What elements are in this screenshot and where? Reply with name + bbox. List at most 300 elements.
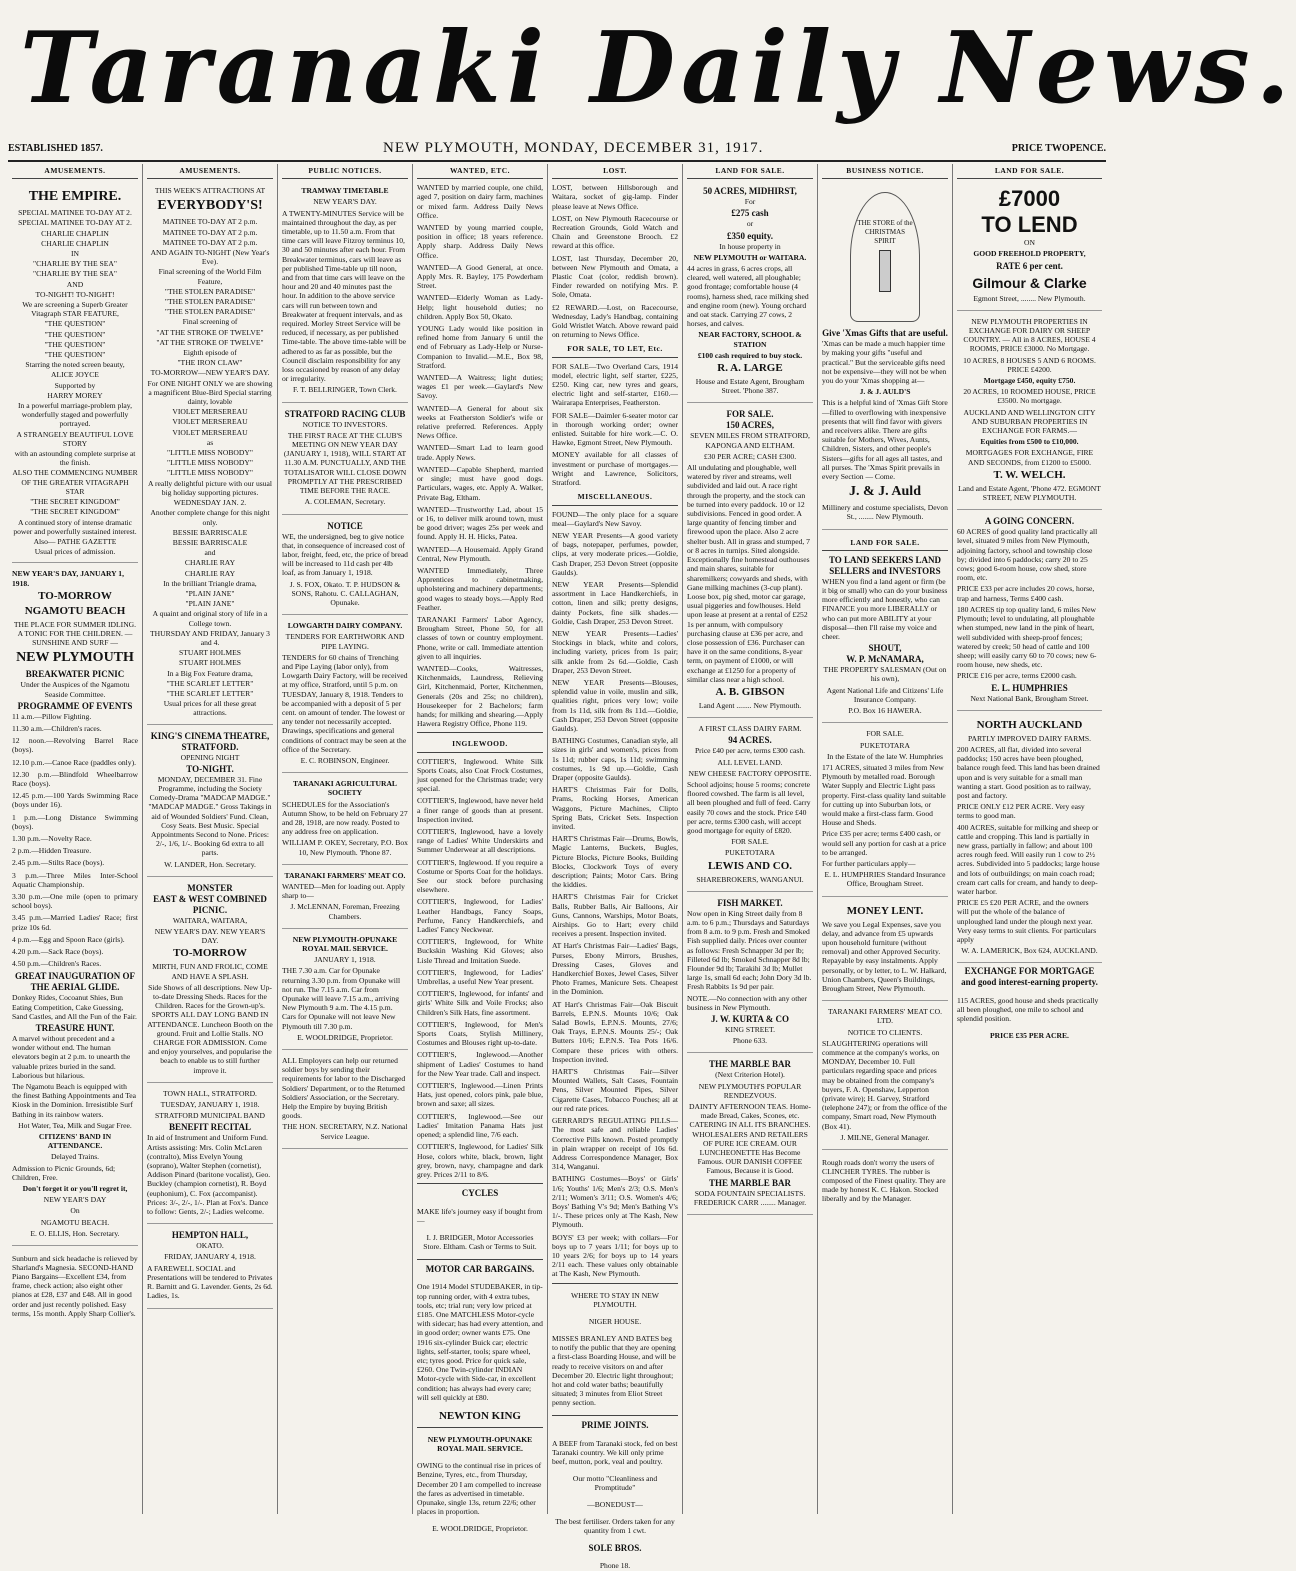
programme-event: 11.30 a.m.—Children's races.	[12, 723, 102, 733]
phone: Phone 18.	[599, 1561, 631, 1571]
on: On	[70, 1206, 80, 1216]
candle-icon	[879, 250, 891, 292]
aerial-text: Donkey Rides, Cocoanut Shies, Bun Eating Competition, Cake Guessing, Sand Castles, and All the Fun of the Fair.	[12, 993, 137, 1021]
kurta-phone: Phone 633.	[732, 1036, 768, 1046]
programme-events	[12, 712, 138, 969]
everybodys-line: "THE STOLEN PARADISE"	[164, 307, 256, 317]
everybodys-line: VIOLET MERSEREAU	[172, 417, 248, 427]
lost-ad: LOST, last Thursday, December 20, between New Plymouth and Omata, a Plastic Coat (color, reddish brown). Finder rewarded on notifying Mrs. P. Sole, Omata.	[552, 253, 678, 300]
inglewood-ad: COTTIER'S, Inglewood. If you require a Costume or Sports Coat for the holidays. See our stock before purchasing elsewhere.	[417, 857, 543, 895]
price180: PRICE £16 per acre, terms £2000 cash.	[957, 671, 1077, 681]
money-ad	[822, 900, 948, 1002]
welch-ad	[957, 314, 1102, 510]
money-text: We save you Legal Expenses, save you delay, and advance from £5 upwards upon household furniture (without removal) and other Approved Security. Repayable by easy instalments. Apply personally, or by letter, to L. W. Halkard, Union Chambers, Queen's Buildings, Brougham Street, New Plymouth.	[822, 919, 947, 993]
gibson-sub: Land Agent ........ New Plymouth.	[698, 700, 802, 710]
everybodys-line: MATINEE TO-DAY AT 2 p.m.	[162, 237, 258, 247]
houses: 10 ACRES, 8 HOUSES 5 AND 6 ROOMS. PRICE £4200.	[963, 355, 1096, 374]
level-land: ALL LEVEL LAND.	[717, 757, 783, 767]
motor-text: One 1914 Model STUDEBAKER, in tip-top running order, with 4 extra tubes, tools, etc; trial run; very low priced at £185. One MATCHLESS Motor-cycle with sidecar; has had every attention, and in good order; owner wants £75. One 1916 six-cylinder Buick car; electric lights, self-starter, tools; spare wheel, etc; tyres good. Price for quick sale, £260. One Twin-cylinder INDIAN Motor-cycle with Side-car, in excellent condition; has always had every care; will sell quickly at £80.	[417, 1282, 543, 1402]
agri-society: TARANAKI AGRICULTURAL SOCIETY	[292, 779, 397, 798]
empire-line: ALICE JOYCE	[51, 370, 99, 380]
monster: MONSTER	[187, 882, 233, 893]
sale-list	[552, 362, 678, 488]
town-hall: TOWN HALL, STRATFORD.	[163, 1088, 257, 1098]
everybodys-line: "THE STOLEN PARADISE"	[164, 286, 256, 296]
inglewood-heading: INGLEWOOD.	[417, 737, 543, 752]
inglewood-ad: COTTIER'S, Inglewood, for Men's Sports Coats, Stylish Millinery, Costumes and Blouses right up-to-date.	[417, 1019, 543, 1048]
beach-subtitle: THE PLACE FOR SUMMER IDLING. A TONIC FOR THE CHILDREN. — SUNSHINE AND SURF —	[13, 619, 137, 648]
everybodys-line: For ONE NIGHT ONLY we are showing a magnificent Blue-Bird Special starring dainty, lovable	[147, 378, 273, 407]
house-property: In house property in	[719, 241, 781, 251]
cycles-heading: CYCLES	[461, 1188, 499, 1199]
gibson: A. B. GIBSON	[715, 685, 785, 698]
langton: THE HON. SECRETARY, N.Z. National Service League.	[282, 1122, 408, 1141]
programme-event: 1 p.m.—Long Distance Swimming (boys).	[12, 812, 138, 831]
empire-line: Supported by	[54, 380, 96, 390]
midhirst-ad	[687, 183, 813, 403]
ngamotu-beach: NGAMOTU BEACH	[24, 604, 126, 617]
ngamotu-text: The Ngamotu Beach is equipped with the finest Bathing Appointments and Tea Kiosk in the Dominion. Irresistible Surf Bathing in its rainbow waters.	[12, 1082, 136, 1119]
exchange: NEW PLYMOUTH PROPERTIES IN EXCHANGE FOR DAIRY OR SHEEP COUNTRY. — All in 8 ACRES, HOUSE 4 ROOMS, PRICE £3000. No Mortgage.	[963, 316, 1096, 354]
programme-event: 12.10 p.m.—Canoe Race (paddles only).	[12, 757, 137, 767]
prime-joints: PRIME JOINTS.	[581, 1420, 649, 1431]
waitara: WAITARA, WAITARA,	[172, 915, 248, 925]
mail-title: NEW PLYMOUTH-OPUNAKE ROYAL MAIL SERVICE.	[292, 934, 398, 954]
improved: PARTLY IMPROVED DAIRY FARMS.	[967, 733, 1092, 743]
hot-water: Hot Water, Tea, Milk and Sugar Free.	[18, 1120, 132, 1130]
sale3: FOR SALE.	[866, 729, 904, 739]
welch-sub: Land and Estate Agent, 'Phone 472. EGMONT STREET, NEW PLYMOUTH.	[958, 483, 1101, 503]
beach-ad	[12, 566, 138, 1246]
marble-bar: THE MARBLE BAR	[708, 1059, 791, 1070]
np-waitara: NEW PLYMOUTH or WAITARA.	[693, 252, 807, 262]
everybodys-title: EVERYBODY'S!	[157, 198, 263, 214]
misc-ad: NEW YEAR Presents—Splendid assortment in Lace Handkerchiefs, in cotton, linen and silk; pretty designs, dainty Pockets, fine silk shades.—Goldie, Cash Draper, 253 Devon Street.	[552, 579, 678, 626]
dont-forget: Don't forget it or you'll regret it,	[22, 1184, 128, 1194]
acres171: 171 ACRES, situated 3 miles from New Plymouth by metalled road. Borough Water Supply and Electric Light pass property. First-class quality land suitable for cutting up into Suburban lots, or would make a first-class farm. Good House and Sheds.	[822, 762, 946, 828]
or: or	[746, 219, 754, 229]
fertiliser: The best fertiliser. Orders taken for any quantity from 1 cwt.	[555, 1516, 675, 1535]
everybodys-line: Final screening of the World Film Feature,	[158, 267, 262, 286]
inglewood-ad: COTTIER'S, Inglewood.—Another shipment of Ladies' Costumes to hand for the New Year trade. Call and inspect.	[417, 1050, 543, 1078]
empire-lines	[12, 208, 138, 556]
empire-line: In a powerful marriage-problem play, wonderfully staged and powerfully portrayed.	[18, 401, 132, 429]
east-west: EAST & WEST COMBINED	[153, 893, 267, 904]
everybodys-line: A really delightful picture with our usual big holiday supporting pictures.	[147, 478, 272, 497]
benefit-recital: BENEFIT RECITAL	[169, 1122, 251, 1133]
programme-event: 1.30 p.m.—Novelty Race.	[12, 833, 92, 843]
tram-text: A TWENTY-MINUTES Service will be maintained throughout the day, as per timetable, up to 11.50 a.m. From that time cars will leave Fitzroy terminus 10, 30 and 50 minutes after each hour. From Breakwater terminus, cars will leave as per published Time-table up till noon, and from that time cars will leave on the hour and 20 and 40 minutes past the hour. In addition to the above service cars will run between town and Breakwater at frequent intervals, and as required. Morley Street Service will be reduced, if necessary, as per published Time-table. The above time-table will be adhered to as far as possible, but the Council disclaim responsibility for any loss occasioned by reason of any delay or irregularity.	[282, 208, 406, 384]
empire-line: SPECIAL MATINEE TO-DAY AT 2.	[18, 208, 132, 218]
everybodys-line: BESSIE BARRISCALE	[172, 537, 248, 547]
seven-miles: SEVEN MILES FROM STRATFORD, KAPONGA AND ELTHAM.	[690, 431, 810, 450]
column-heading: LAND FOR SALE.	[687, 164, 813, 179]
racing-text: THE FIRST RACE AT THE CLUB'S MEETING ON NEW YEAR DAY (JANUARY 1, 1918), WILL START AT 11.30 A.M. PUNCTUALLY, AND THE TOTALISATOR WILL CLOSE DOWN PROMPTLY AT THE PRESCRIBED TIME BEFORE THE RACE.	[283, 430, 407, 496]
freehold: GOOD FREEHOLD PROPERTY,	[973, 249, 1086, 259]
everybodys-line: Final screening of	[182, 317, 238, 327]
programme-event: 11 a.m.—Pillow Fighting.	[12, 711, 92, 721]
programme-event: 12.45 p.m.—100 Yards Swimming Race (boys under 16).	[12, 791, 138, 810]
empire-line: ALSO THE COMMENCING NUMBER OF THE GREATER VITAGRAPH STAR	[12, 468, 138, 496]
programme-event: 4.20 p.m.—Sack Race (boys).	[12, 947, 104, 956]
dairy-company: LOWGARTH DAIRY COMPANY.	[287, 621, 403, 631]
forsale: FOR SALE.	[726, 409, 774, 420]
mail-ad	[282, 932, 408, 1050]
large-sub: House and Estate Agent, Brougham Street. 'Phone 387.	[695, 377, 805, 396]
column-wanted	[413, 164, 548, 1533]
everybodys-line: "LITTLE MISS NOBODY"	[167, 458, 253, 468]
everybodys-line: Eighth episode of	[183, 348, 237, 358]
acres400: 400 ACRES, suitable for milking and sheep or cattle and cropping. This land is partially in new grass, partially in fallow; and about 100 acres rough feed. Will easily run 1 cow to 2½ acres. Subdivided into 5 paddocks; large house and lots of outbuildings; on main coach road; cream cart calls for cream, and handy to deep-water harbor.	[957, 822, 1100, 896]
land-sale-heading: LAND FOR SALE.	[822, 536, 948, 551]
to-lend: TO LEND	[981, 212, 1078, 238]
programme-event: 2.45 p.m.—Stilts Race (boys).	[12, 858, 105, 868]
north-ad	[957, 714, 1102, 964]
admission: Admission to Picnic Grounds, 6d; Children, Free.	[12, 1163, 116, 1182]
inglewood-ad: COTTIER'S, Inglewood, for White Buckskin Washing Kid Gloves; also Lisle Thread and Imitation Suede.	[417, 937, 543, 965]
okato: OKATO.	[196, 1241, 224, 1251]
nyd: NEW YEAR'S DAY.	[313, 197, 377, 207]
mirth-text: Side Shows of all descriptions. New Up-to-date Dressing Sheds. Races for the Children. Races for the Grown-up's. SPORTS ALL DAY LONG BAND IN ATTENDANCE. Luncheon Booth on the ground. Fruit and Lollie Stalls. NO CHARGE FOR ADMISSION. Come and enjoy yourselves, and popularise the beach to enable us to still further improve it.	[147, 982, 273, 1075]
benefit-text: In aid of Instrument and Uniform Fund. Artists assisting: Mrs. Colin McLaren (contralto), Miss Evelyn Young (soprano), Walter Stephen (cornetist), Addison Pinard (baritone vocalist), Geo. Buckley (champion cornetist), R. Boyd (euphonium), C. Fox (accompanist). Prices: 3/-, 2/-, 1/-. Plan at Fox's. Dance to follow: Gents, 2/-; Ladies welcome.	[147, 1133, 271, 1217]
price115: PRICE £35 PER ACRE.	[990, 1031, 1069, 1041]
everybodys-line: BESSIE BARRISCALE	[172, 527, 248, 537]
breakwater-picnic: BREAKWATER PICNIC	[25, 669, 125, 680]
puketotara: PUKETOTARA	[860, 740, 910, 750]
misc-ad: AT Hart's Christmas Fair—Ladies' Bags, Purses, Ebony Mirrors, Brushes, Dressing Cases, Gloves and Handkerchief Boxes, Jewel Cases, Silver Photo Frames, Manicure Sets. Cheapest in the Dominion.	[552, 941, 678, 997]
inglewood-ad: COTTIER'S, Inglewood. White Silk Sports Coats, also Coat Frock Costumes, just opened for the Christmas trade; very special.	[417, 756, 543, 794]
wanted-ad: WANTED by married couple, one child, aged 7, position on dairy farm, machines or mixed farm. Address Daily News Office.	[417, 183, 543, 220]
inglewood-ad: COTTIER'S, Inglewood.—See our Ladies' Imitation Panama Hats just opened; a splendid line, 7/6 each.	[417, 1111, 543, 1140]
programme-event: 3 p.m.—Three Miles Inter-School Aquatic Championship.	[12, 870, 138, 889]
notice-investors: NOTICE TO INVESTORS.	[302, 419, 388, 429]
meat-co: TARANAKI FARMERS' MEAT CO. LTD.	[828, 1007, 942, 1026]
newton-king: NEWTON KING	[438, 1409, 521, 1422]
marble-bar-2: THE MARBLE BAR	[708, 1177, 791, 1188]
criterion: (Next Criterion Hotel).	[715, 1070, 785, 1080]
programme-event: 3.30 p.m.—One mile (open to primary school boys).	[12, 891, 138, 911]
clients-text: SLAUGHTERING operations will commence at the company's works, on MONDAY, December 10. Full particulars regarding space and prices may be obtained from the company's buyers, F. A. Openshaw, Lepperton (private wire); H. Garvey, Stratford (telephone 247); or from the office of the company, Smart road, New Plymouth (Box 41).	[822, 1038, 947, 1131]
auckland: AUCKLAND AND WELLINGTON CITY AND SUBURBAN PROPERTIES IN EXCHANGE FOR FARMS.—	[963, 407, 1096, 436]
column-public-notices	[278, 164, 413, 1514]
everybodys-line: A quaint and original story of life in a College town.	[152, 609, 268, 628]
mail-text: THE 7.30 a.m. Car for Opunake returning 3.30 p.m. from Opunake will not run. The 7.15 a.m. Car from Opunake will leave 7.15 a.m., arriving New Plymouth 9 a.m. The 4.15 p.m. Cars for Opunake will not leave New Plymouth till 7.30 p.m.	[282, 966, 401, 1031]
column-heading: WANTED, ETC.	[417, 164, 543, 179]
auld: J. & J. AULD'S	[859, 387, 911, 397]
wanted-ad: WANTED—Capable Shepherd, married or single; must have good dogs. Particulars, wages, etc. Apply A. Walker, Private Bag, Eltham.	[417, 464, 543, 502]
everybodys-line: "AT THE STROKE OF TWELVE"	[156, 327, 264, 337]
intro: THIS WEEK'S ATTRACTIONS AT	[154, 186, 266, 196]
ellis-secretary: E. O. ELLIS, Hon. Secretary.	[30, 1228, 120, 1238]
tram-title: TRAMWAY TIMETABLE	[301, 186, 389, 196]
everybodys-lines	[147, 217, 273, 717]
wanted-ad: WANTED—Trustworthy Lad, about 15 or 16, to deliver milk around town, must be good driver; wages 25s per week and found. Apply H. H. Hicks, Patea.	[417, 504, 543, 542]
programme-heading: PROGRAMME OF EVENTS	[17, 700, 133, 711]
humphries: E. L. HUMPHRIES Standard Insurance Office, Brougham Street.	[824, 870, 946, 889]
everybodys-line: MATINEE TO-DAY AT 2 p.m.	[162, 217, 258, 227]
kings-cinema: KING'S CINEMA THEATRE, STRATFORD.	[150, 730, 270, 752]
tenders-title: TENDERS FOR EARTHWORK AND PIPE LAYING.	[285, 632, 405, 651]
mortgage: Mortgage £450, equity £750.	[983, 376, 1076, 386]
programme-event: 3.45 p.m.—Married Ladies' Race; first prize 10s 6d.	[12, 913, 138, 932]
jan1: JANUARY 1, 1918.	[314, 955, 376, 965]
programme-event: 12.30 p.m.—Blindfold Wheelbarrow Race (boys).	[12, 769, 138, 788]
hempton-hall: HEMPTON HALL,	[171, 1230, 249, 1241]
inglewood-ad: COTTIER'S, Inglewood, for Ladies' Umbrellas, a useful New Year present.	[417, 967, 543, 987]
columns	[8, 164, 1106, 1571]
lander: W. LANDER, Hon. Secretary.	[164, 859, 256, 869]
midhirst: 50 ACRES, MIDHIRST,	[703, 186, 797, 197]
agent: Agent National Life and Citizens' Life Insurance Company.	[826, 685, 944, 704]
everybodys-line: TO-MORROW—NEW YEAR'S DAY.	[150, 368, 270, 378]
shout: SHOUT,	[868, 643, 902, 654]
everybodys-line: "LITTLE MISS NOBODY"	[167, 468, 253, 478]
auld-big: J. & J. Auld	[849, 484, 921, 500]
empire-line: Also— PATHE GAZETTE	[33, 536, 117, 546]
fish-ad	[687, 895, 813, 1054]
everybodys-line: and	[204, 548, 216, 558]
xmas-store: THE STORE of the CHRISTMAS SPIRIT	[857, 218, 913, 245]
friday: FRIDAY, JANUARY 4, 1918.	[164, 1252, 256, 1262]
issue-date: NEW PLYMOUTH, MONDAY, DECEMBER 31, 1917.	[383, 140, 764, 156]
inglewood-ad: COTTIER'S, Inglewood, have a lovely range of Ladies' White Underskirts and Summer Underwear at all descriptions.	[417, 827, 543, 855]
opening-night: OPENING NIGHT	[180, 752, 240, 762]
robinson: E. C. ROBINSON, Engineer.	[300, 755, 390, 765]
everybodys-line: "PLAIN JANE"	[185, 599, 235, 609]
inglewood-ad: COTTIER'S, Inglewood, for Ladies' Leather Handbags, Fancy Soaps, Perfume, Fancy Handkerchiefs, and Ladies' Fancy Neckwear.	[417, 897, 543, 935]
everybodys-line: "LITTLE MISS NOBODY"	[167, 448, 253, 458]
hempton-ad	[147, 1227, 273, 1308]
misc-ad: GERRARD'S REGULATING PILLS—The most safe and reliable Ladies' Corrective Pills known. Posted promptly in plain wrapper on receipt of 10s 6d. Address Correspondence Manager, Box 314, Wanganui.	[552, 1116, 678, 1172]
rough-roads: Rough roads don't worry the users of CLINCHER TYRES. The rubber is composed of the Finest quality. They are made by honest K. C. Hakon. Stocked liberally and by the Manager.	[822, 1157, 946, 1204]
everybodys-line: VIOLET MERSEREAU	[172, 427, 248, 437]
employers-text: ALL Employers can help our returned soldier boys by sending their requirements for labor to the Discharged Soldiers' Department, or to the Returned Soldiers' Association, or the Secretary. Help the Empire by buying British goods.	[282, 1056, 406, 1121]
auld-sub: Millinery and costume specialists, Devon St., ........ New Plymouth.	[822, 503, 948, 522]
wanted-ad: WANTED by young married couple, position in office; 18 years reference. Apply sharp. Address Daily News Office.	[417, 223, 543, 260]
bridger: I. J. BRIDGER, Motor Accessories Store. Eltham. Cash or Terms to Suit.	[423, 1232, 537, 1251]
tomorrow: TO-MORROW	[38, 589, 112, 602]
humphries: E. L. HUMPHRIES	[991, 682, 1068, 693]
bread-notice	[282, 518, 408, 616]
empire-line: "CHARLIE BY THE SEA"	[32, 259, 118, 269]
lost-ad: LOST, on New Plymouth Racecourse or Recreation Grounds, Gold Watch and Chain and Greenstone Brooch. £2 reward at this office.	[552, 213, 678, 251]
niger-text: MISSES BRANLEY AND BATES beg to notify the public that they are opening a first-class Boarding House, and will be ready to receive visitors on and after December 20. Electric light throughout; hot and cold water baths; beautifully situated; 3 minutes from Eliot Street penny section.	[552, 1333, 676, 1408]
picnic: PICNIC.	[192, 904, 228, 915]
benefit-ad	[147, 1086, 273, 1224]
misc-ad: NEW YEAR Presents—Ladies' Stockings in black, white and colors, including variety, prices from 1s pair; silk ankle from 2s 6d.—Goldie, Cash Draper, 253 Devon Street.	[552, 628, 678, 675]
wanted-ad: WANTED—A General for about six weeks at Featherston Soldier's wife or relative preferred. References. Apply News Office.	[417, 403, 543, 441]
empire-line: IN	[70, 249, 79, 259]
acres94: 94 ACRES.	[728, 735, 772, 746]
kurta: J. W. KURTA & CO	[710, 1014, 790, 1025]
bottom-ads: Sunburn and sick headache is relieved by Sharland's Magnesia. SECOND-HAND Piano Bargains—Excellent £34, from frame, check action; also eight other pianos at £28, £37 and £48. All in good order and just recently polished. Easy terms, 15s month. Apply Sharp Collier's.	[12, 1253, 138, 1318]
near-factory: NEAR FACTORY, SCHOOL & STATION	[698, 330, 802, 349]
wanted-list	[417, 183, 543, 728]
farewell: A FAREWELL SOCIAL and Presentations will be tendered to Privates R. Barnitt and G. Lavender. Gents, 2s 6d. Ladies, 1s.	[147, 1263, 273, 1301]
empire-line: Starring the noted screen beauty,	[25, 360, 125, 370]
christmas-spirit-illustration	[850, 192, 920, 322]
price400: PRICE £5 £20 PER ACRE, and the owners will put the whole of the balance of unploughed land under the plough next year. Very easy terms to suit clients. For particulars apply	[957, 898, 1097, 944]
sale-ad: FOR SALE—Two Overland Cars, 1914 model, electric light, self starter, £225, £250. King car, new tyres and gears, electric light and self-starter, £160.—Wairarapa Enterprises, Featherston.	[552, 361, 678, 408]
established: ESTABLISHED 1857.	[8, 143, 103, 154]
acres150-ad	[687, 406, 813, 718]
lost-ad: LOST, between Hillsborough and Waitara, socket of gig-lamp. Finder please leave at News Office.	[552, 183, 678, 211]
wanted-ad: WANTED—A Housemaid. Apply Grand Central, New Plymouth.	[417, 544, 543, 563]
fish-note: NOTE.—No connection with any other business in New Plymouth.	[687, 993, 807, 1012]
everybodys-line: In the brilliant Triangle drama,	[163, 578, 257, 588]
dateline	[8, 140, 1106, 162]
column-heading: AMUSEMENTS.	[147, 164, 273, 179]
lost-ad: £2 REWARD.—Lost, on Racecourse, Wednesday, Lady's Handbag, containing Gold Wristlet Watch. Above reward paid on returning to News Office.	[552, 302, 678, 340]
meat-company: TARANAKI FARMERS' MEAT CO.	[284, 870, 406, 880]
empire-line: A STRANGELY BEAUTIFUL LOVE STORY	[16, 429, 134, 448]
treasure-hunt: TREASURE HUNT.	[35, 1023, 115, 1034]
inglewood-ad: COTTIER'S, Inglewood, for Ladies' Silk Hose, colors white, black, brown, light grey, brown, navy, champagne and dark grey. Prices 2/11 to 8/6.	[417, 1142, 543, 1179]
trains: Delayed Trains.	[50, 1152, 100, 1162]
programme-event: 4 p.m.—Egg and Spoon Race (girls).	[12, 934, 125, 944]
everybodys-line: "THE SCARLET LETTER"	[166, 688, 254, 698]
misc-heading: MISCELLANEOUS.	[552, 490, 678, 505]
money-lent: MONEY LENT.	[846, 904, 924, 917]
meat-text: WANTED—Men for loading out. Apply sharp to—	[282, 882, 405, 901]
kings-text: MONDAY, DECEMBER 31. Fine Programme, including the Society Comedy-Drama "MADCAP MADGE." "MADCAP MADGE." Gross Takings in aid of Wounded Soldiers' Fund. Clean, Cosy Seats. Best Music. Special Appointments Second to None. Prices: 2/-, 1/6, 1/-. Booking 6d extra to all parts.	[148, 774, 272, 858]
xmas-text: 'Xmas can be made a much happier time by making your gifts "useful and practical." But the serviceable gifts need not be expensive—they will not be when you do your 'Xmas shopping at—	[822, 339, 947, 386]
programme-event: 4.50 p.m.—Children's Races.	[12, 959, 102, 969]
acres200: 200 ACRES, all flat, divided into several paddocks; 150 acres have been ploughed, balance rough feed. This land has been drained upon and is very suitable for a small man wanting a start. Good position as to railway, post and factory.	[957, 744, 1100, 800]
fountain: SODA FOUNTAIN SPECIALISTS. FREDERICK CARR ........ Manager.	[693, 1188, 807, 1207]
kings-ad	[147, 728, 273, 877]
misc-ad: NEW YEAR Presents—A good variety of bags, notepaper, perfumes, powder, clips, at very moderate prices.—Goldie, Cash Draper, 253 Devon Street (opposite Gaulds).	[552, 530, 678, 577]
price94: Price £40 per acre, terms £300 cash.	[694, 746, 806, 756]
tramway-ad	[282, 183, 408, 402]
mcnamara: W. P. McNAMARA,	[846, 654, 924, 665]
further: For further particulars apply—	[822, 858, 916, 868]
mclennan: J. McLENNAN, Foreman, Freezing Chambers.	[290, 902, 400, 921]
everybodys-line: "THE IRON CLAW"	[177, 358, 243, 368]
everybodys-line: In a Big Fox Feature drama,	[167, 668, 253, 678]
municipal-band: STRATFORD MUNICIPAL BAND	[155, 1111, 265, 1121]
racing-club: STRATFORD RACING CLUB	[284, 408, 406, 419]
misc-list	[552, 510, 678, 1279]
okey: WILLIAM P. OKEY, Secretary, P.O. Box 10, New Plymouth. 'Phone 87.	[282, 838, 408, 857]
tenders-ad	[282, 618, 408, 773]
twenty: 20 ACRES, 10 ROOMED HOUSE, PRICE £3500. No mortgage.	[963, 387, 1096, 406]
misc-ad: AT Hart's Christmas Fair—Oak Biscuit Barrels, E.P.N.S. Mounts 10/6; Oak Salad Bowls, E.P.N.S. Mounts, 27/6; Oak Trays, E.P.N.S. Mounts 25/-; Oak Butters 10/6; E.P.N.S. Tea Pots 16/6. Compare these prices with others. Inspection invited.	[552, 999, 678, 1064]
bellringer: F. T. BELLRINGER, Town Clerk.	[293, 385, 397, 395]
seekers-text: WHEN you find a land agent or firm (be it big or small) who can do your business more efficiently and honestly, who can FINANCE you more LIBERALLY or who can put more ABILITY at your disposal—then I'll raise my voice and cheer.	[822, 576, 948, 642]
everybodys-line: THURSDAY AND FRIDAY, January 3 and 4.	[150, 628, 270, 647]
price200: PRICE ONLY £12 PER ACRE. Very easy terms to good man.	[957, 802, 1085, 821]
price2: £350 equity.	[726, 230, 773, 241]
picnic-auspices: Under the Auspices of the Ngamotu Seaside Committee.	[20, 680, 130, 699]
tonight: TO-NIGHT.	[186, 763, 234, 774]
misc-ad: HART'S Christmas Fair—Drums, Bowls, Magic Lanterns, Buckets, Bugles, Picture Blocks, Picture Books, Building Blocks, Clockwork Toys of every description; Paints; Motor Cars. Bring the kiddies.	[552, 834, 679, 890]
ngamotu-beach-2: NGAMOTU BEACH.	[40, 1217, 110, 1227]
popular: NEW PLYMOUTH'S POPULAR RENDEZVOUS.	[698, 1081, 802, 1100]
mail2-title: NEW PLYMOUTH-OPUNAKE ROYAL MAIL SERVICE.	[427, 1435, 533, 1454]
price: PRICE TWOPENCE.	[1011, 143, 1106, 154]
wanted-ad: WANTED—Smart Lad to learn good trade. Apply News.	[417, 443, 543, 462]
newspaper-title: Taranaki Daily News.	[20, 11, 1296, 126]
dairy-farm: A FIRST CLASS DAIRY FARM.	[698, 724, 802, 734]
empire-line: "THE QUESTION"	[44, 350, 106, 360]
programme-event: 2 p.m.—Hidden Treasure.	[12, 846, 92, 856]
firm-sub: Egmont Street, ........ New Plymouth.	[973, 293, 1086, 303]
concern: A GOING CONCERN.	[984, 516, 1075, 527]
empire-line: with an astounding complete surprise at the finish.	[14, 449, 136, 468]
employers-ad	[282, 1053, 408, 1149]
empire-line: AND	[66, 279, 84, 289]
misc-ad: BOYS' £3 per week; with collars—For boys up to 7 years 1/11; for boys up to 10 years 2/6; for boys up to 14 years 2/11 each. These values only obtainable at The Kash, New Plymouth.	[552, 1232, 678, 1279]
puketotara: PUKETOTARA	[725, 848, 775, 858]
nat-bank: Next National Bank, Brougham Street.	[970, 693, 1089, 703]
column-lost	[548, 164, 683, 1571]
motor-heading: MOTOR CAR BARGAINS.	[425, 1263, 535, 1274]
tuesday: TUESDAY, JANUARY 1, 1918.	[160, 1100, 260, 1110]
racing-ad	[282, 406, 408, 515]
mail2-text: OWING to the continual rise in prices of Benzine, Tyres, etc., from Thursday, December 20 I am compelled to increase the fares as advertised in timetable. Opunake, single 13s, return 22/6; other places in proportion.	[417, 1461, 542, 1517]
empire-line: "CHARLIE BY THE SEA"	[32, 269, 118, 279]
sale-ad: MONEY available for all classes of investment or purchase of mortgages.—Wright and Lawrence, Solicitors, Stratford.	[552, 450, 678, 488]
sharebrokers: SHAREBROKERS, WANGANUI.	[696, 874, 804, 884]
misc-ad: NEW YEAR Presents—Blouses, splendid value in voile, muslin and silk, qualities right, prices very low; voile from 1s 11d, silk from 8s 11d.—Goldie, Cash Draper, 253 Devon Street (opposite Gaulds).	[552, 677, 678, 733]
empire-line: Usual prices of admission.	[34, 547, 116, 557]
motto: Our motto "Cleanliness and Promptitude"	[572, 1473, 658, 1493]
everybodys-line: "THE SCARLET LETTER"	[166, 678, 254, 688]
coleman: A. COLEMAN, Secretary.	[304, 497, 386, 507]
exchange2: EXCHANGE FOR MORTGAGE and good interest-earning property.	[961, 966, 1098, 988]
column-heading: PUBLIC NOTICES.	[282, 164, 408, 179]
everybodys-line: STUART HOLMES	[178, 658, 242, 668]
empire-line: "THE SECRET KINGDOM"	[30, 507, 120, 517]
lend-ad	[957, 183, 1102, 311]
clients: NOTICE TO CLIENTS.	[847, 1027, 923, 1037]
salesman: THE PROPERTY SALESMAN (Out on his own),	[823, 665, 947, 684]
everybodys-line: Usual prices for all these great attractions.	[163, 699, 257, 718]
tenders-text: TENDERS for 60 chains of Trenching and Pipe Laying (labor only), from Lowgarth Dairy Factory, will be received at my office, Stratford, until 5 p.m. on TUESDAY, January 8, 1918. Tenders to be accompanied with a deposit of 5 per cent. on amount of tender. The lowest or any tender not necessarily accepted. Drawings, specifications and general conditions of contract may be seen at the office of the Secretary.	[282, 652, 408, 754]
wanted-ad: WANTED—Elderly Woman as Lady-Help; light household duties; no children. Apply Box 50, Okato.	[417, 293, 543, 321]
inglewood-list	[417, 757, 543, 1180]
cycles-text: MAKE life's journey easy if bought from—	[417, 1206, 543, 1225]
everybodys-line: CHARLIE RAY	[184, 558, 236, 568]
north-auckland: NORTH AUCKLAND	[976, 718, 1083, 731]
tomorrow: TO-MORROW	[173, 947, 247, 960]
wooldridge-2: E. WOOLDRIDGE, Proprietor.	[432, 1523, 528, 1533]
sale-heading: FOR SALE, TO LET, Etc.	[552, 342, 678, 357]
empire-line: TO-NIGHT! TO-NIGHT!	[35, 289, 115, 299]
column-heading: LOST.	[552, 164, 678, 179]
on: ON	[1024, 238, 1035, 248]
acres150-text: All undulating and ploughable, well watered by river and streams, well subdivided and laid out. A race right through the property, and the stock can be turned into every paddock. 10 or 12 subdivisions. Fenced in good order. A large quantity of fencing timber and firewood upon the place. Also 2 acre shelter bush. All in grass and stumped, 7 or 8 acres in turnips. Sited alongside. Exceptionally fine homestead outhouses and main shares, suitable for sharemilkers; cowyards and sheds, with Gane milking machines (3-cup plant). Loose box, pig shed, motor car garage, usual piggeries and fowlhouses. Held upon lease at present at a rental of £252 1s per annum, with compulsory purchasing clause at £36 per acre, and close possession of £36. Purchaser can have it on the same conditions, 8-year term, on payment of £1000, or will exchange at £1250 for a property of similar class near a high school.	[687, 463, 810, 684]
meat-ad	[282, 868, 408, 929]
aerial-glide: GREAT INAUGURATION OF THE AERIAL GLIDE.	[14, 971, 135, 993]
everybodys-line: "PLAIN JANE"	[185, 588, 235, 598]
nyd: NEW YEAR'S DAY. NEW YEAR'S DAY.	[154, 927, 266, 946]
large: R. A. LARGE	[717, 362, 783, 375]
column-land-sale-2	[953, 164, 1106, 1514]
picnic-ad	[147, 880, 273, 1083]
everybodys-line: "AT THE STROKE OF TWELVE"	[156, 337, 264, 347]
everybodys-line: as	[206, 437, 214, 447]
bonedust: —BONEDUST—	[587, 1499, 643, 1509]
price150: £30 PER ACRE; CASH £300.	[703, 451, 797, 461]
empire-line: SPECIAL MATINEE TO-DAY AT 2.	[18, 218, 132, 228]
misc-ad: HART'S Christmas Fair for Cricket Balls, Rubber Balls, Air Balloons, Air Guns, Cannons, Warships, Motor Boats, Airships. Go to Hart; every child receives a present. Inspection invited.	[552, 892, 678, 939]
welch: T. W. WELCH.	[993, 468, 1066, 481]
terms: Price £35 per acre; terms £400 cash, or would sell any portion for cash at a price to be arranged.	[822, 829, 946, 857]
wooldridge: E. WOOLDRIDGE, Proprietor.	[297, 1032, 393, 1042]
dairy-ad	[687, 721, 813, 892]
